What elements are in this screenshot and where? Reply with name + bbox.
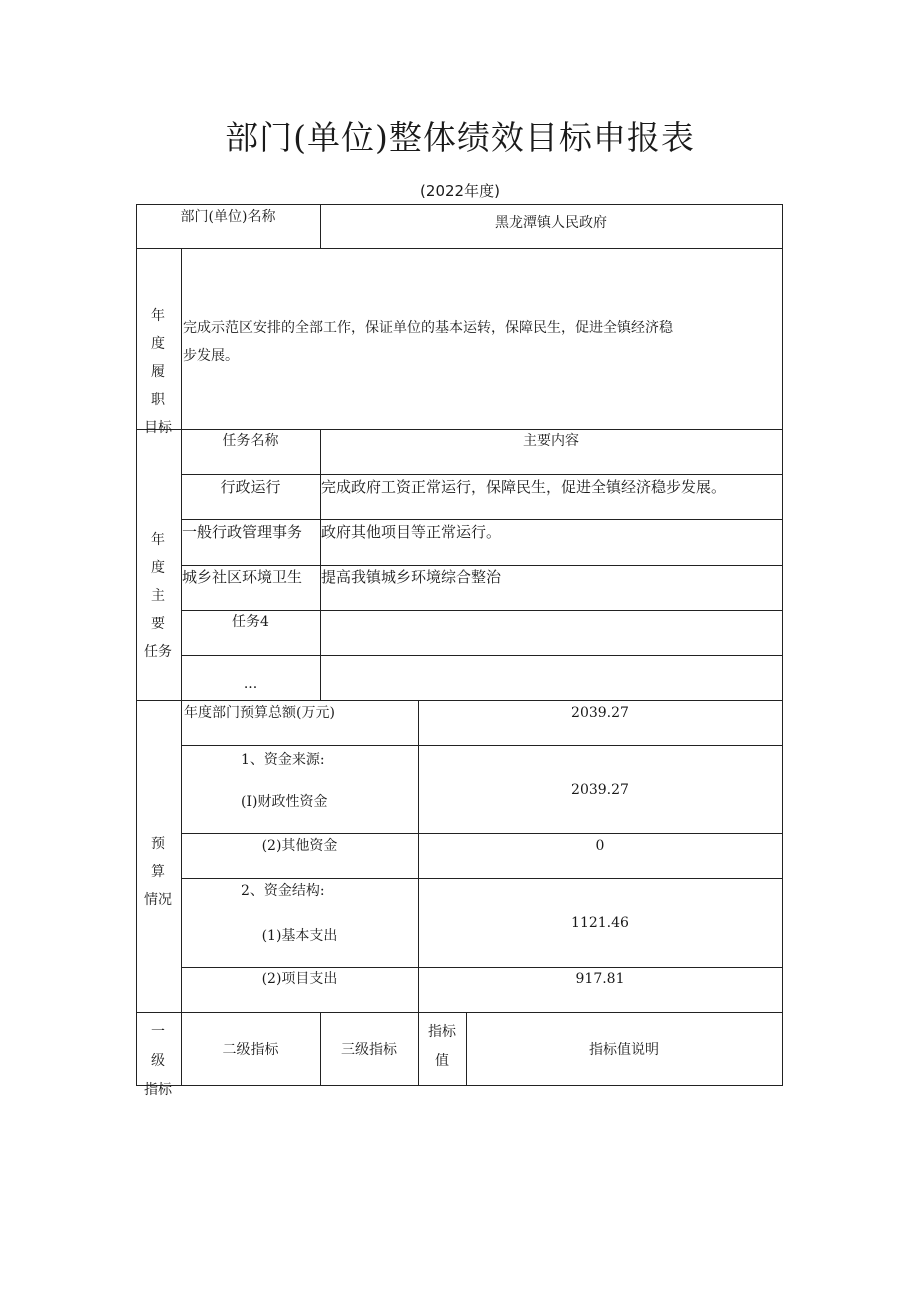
fund-structure-label: 2、资金结构: [241, 883, 325, 899]
row-divider [181, 878, 783, 879]
task-name-header: 任务名称 [222, 433, 279, 449]
task-name: 城乡社区环境卫生 [182, 568, 303, 586]
fiscal-funds-value: 2039.27 [571, 782, 629, 798]
row-divider [181, 833, 783, 834]
other-funds-value: 0 [595, 838, 605, 854]
col-divider [320, 429, 321, 700]
row-divider [181, 745, 783, 746]
row-divider [136, 700, 783, 701]
table-border-bottom [136, 1085, 783, 1086]
goal-text-line-1: 完成示范区安排的全部工作，保证单位的基本运转，保障民生，促进全镇经济稳 [183, 320, 673, 336]
row-divider [181, 474, 783, 475]
task-content: 政府其他项目等正常运行。 [321, 523, 502, 541]
table-border-top [136, 204, 783, 205]
task-name: ... [243, 676, 258, 692]
goal-label: 年 度 履 职 目标 [144, 308, 179, 436]
dept-name-label: 部门(单位)名称 [180, 209, 276, 225]
project-expense-value: 917.81 [575, 971, 625, 987]
indicator-level2-header: 二级指标 [222, 1042, 279, 1058]
row-divider [181, 565, 783, 566]
performance-table [136, 204, 783, 1098]
row-divider [136, 248, 783, 249]
col-divider [418, 700, 419, 1012]
row-divider [136, 1012, 783, 1013]
year-label: (2022年度) [420, 182, 500, 200]
col-divider [181, 248, 182, 1086]
col-divider [418, 1012, 419, 1086]
task-content-header: 主要内容 [523, 433, 579, 449]
tasks-label: 年 度 主 要 任务 [144, 532, 179, 660]
row-divider [181, 610, 783, 611]
funding-source-label: 1、资金来源: [241, 752, 325, 768]
row-divider [181, 967, 783, 968]
fiscal-funds-label: (I)财政性资金 [241, 794, 328, 810]
indicator-value-header: 指标 值 [428, 1024, 456, 1069]
indicator-level3-header: 三级指标 [341, 1042, 397, 1058]
task-content: 提高我镇城乡环境综合整治 [321, 568, 502, 586]
page-title: 部门(单位)整体绩效目标申报表 [225, 118, 695, 157]
dept-name-value: 黑龙潭镇人民政府 [495, 215, 607, 231]
basic-expense-value: 1121.46 [571, 915, 629, 931]
row-divider [181, 655, 783, 656]
task-name: 行政运行 [220, 478, 281, 496]
table-border-left [136, 204, 137, 1086]
task-content: 完成政府工资正常运行，保障民生，促进全镇经济稳步发展。 [321, 478, 727, 496]
project-expense-label: (2)项目支出 [261, 971, 338, 987]
budget-label: 预 算 情况 [144, 836, 179, 908]
indicator-level1-label: 一 级 指标 [144, 1024, 179, 1098]
task-name: 任务4 [232, 614, 269, 630]
indicator-description-header: 指标值说明 [589, 1042, 659, 1058]
basic-expense-label: (1)基本支出 [261, 928, 338, 944]
other-funds-label: (2)其他资金 [261, 838, 338, 854]
task-name: 一般行政管理事务 [182, 523, 303, 541]
row-divider [181, 519, 783, 520]
budget-total-label: 年度部门预算总额(万元) [184, 705, 335, 721]
budget-total-value: 2039.27 [571, 705, 629, 721]
row-divider [136, 429, 783, 430]
table-border-right [782, 204, 783, 1086]
goal-text-line-2: 步发展。 [183, 348, 239, 364]
